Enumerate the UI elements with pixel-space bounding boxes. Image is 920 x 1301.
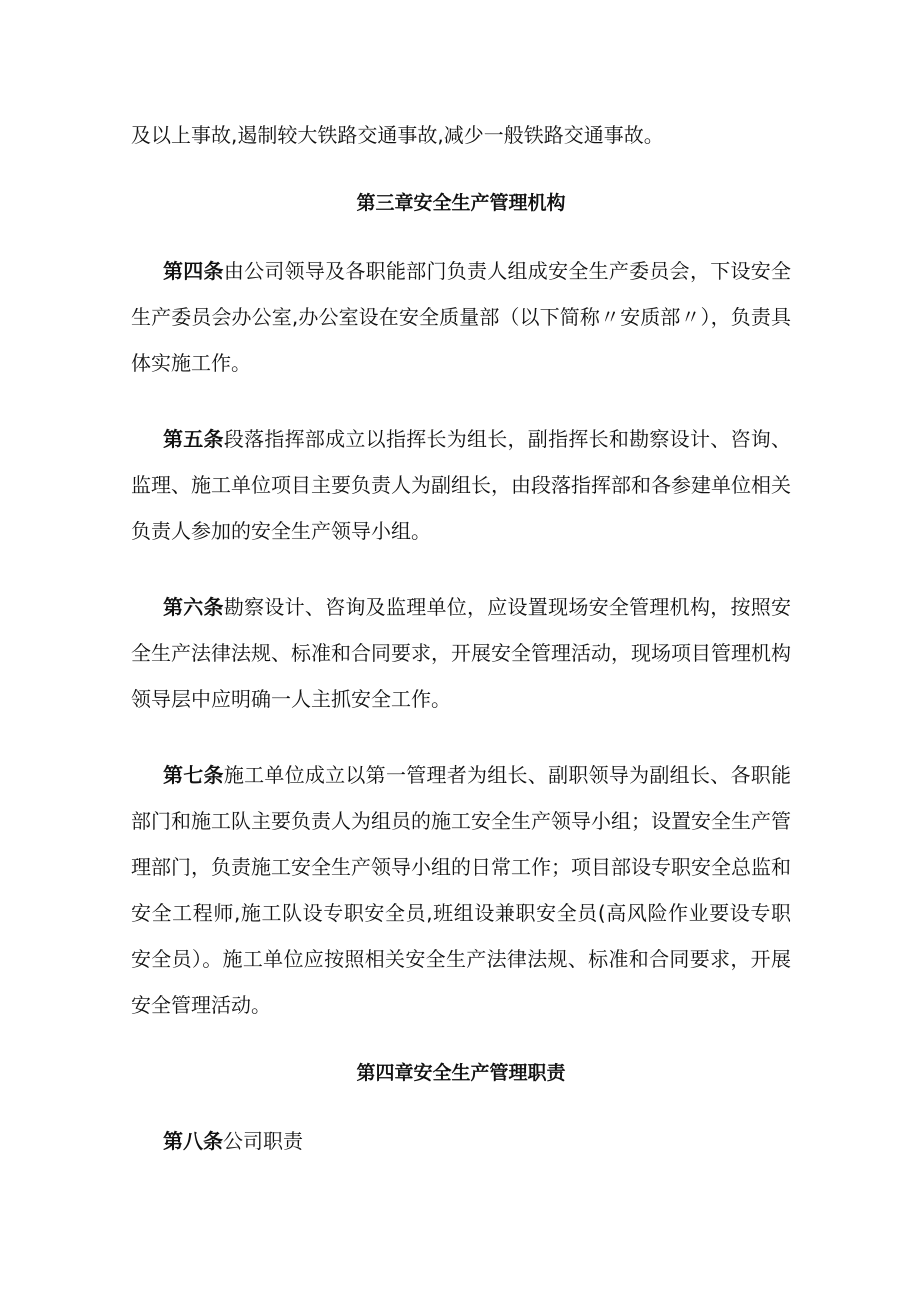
article-5-text: 段落指挥部成立以指挥长为组长，副指挥长和勘察设计、咨询、监理、施工单位项目主要负责人为副组长，由段落指挥部和各参建单位相关负责人参加的安全生产领导小组。 <box>131 427 792 543</box>
spacer <box>131 722 791 752</box>
article-6-text: 勘察设计、咨询及监理单位，应设置现场安全管理机构，按照安全生产法律法规、标准和合同要求，开展安全管理活动，现场项目管理机构领导层中应明确一人主抓安全工作。 <box>131 595 792 711</box>
article-6 <box>131 584 791 722</box>
article-4 <box>131 248 791 386</box>
chapter-4-title: 第四章安全生产管理职责 <box>356 1062 566 1084</box>
article-8 <box>131 1118 791 1164</box>
spacer <box>131 386 791 416</box>
spacer <box>131 1096 791 1118</box>
article-5 <box>131 416 791 554</box>
article-4-label: 第四条 <box>163 259 224 283</box>
spacer <box>131 158 791 180</box>
chapter-3-title: 第三章安全生产管理机构 <box>356 192 566 214</box>
article-7 <box>131 752 791 1028</box>
opening-line: 及以上事故,遏制较大铁路交通事故,减少一般铁路交通事故。 <box>131 123 664 147</box>
article-8-label: 第八条 <box>163 1129 223 1153</box>
spacer <box>131 226 791 248</box>
article-4-text: 由公司领导及各职能部门负责人组成安全生产委员会，下设安全生产委员会办公室,办公室设在安全质量部（以下简称〃安质部〃），负责具体实施工作。 <box>131 259 792 375</box>
article-5-label: 第五条 <box>163 427 224 451</box>
article-7-text: 施工单位成立以第一管理者为组长、副职领导为副组长、各职能部门和施工队主要负责人为组员的施工安全生产领导小组；设置安全生产管理部门，负责施工安全生产领导小组的日常工作；项目部设专职安全总监和安全工程师,施工队设专职安全员,班组设兼职安全员(高风险作业要设专职安全员）。施工单位应按照相关安全生产法律法规、标准和合同要求，开展安全管理活动。 <box>131 763 792 1017</box>
article-7-label: 第七条 <box>163 763 224 787</box>
spacer <box>131 554 791 584</box>
spacer <box>131 1028 791 1050</box>
article-8-text: 公司职责 <box>223 1129 303 1153</box>
article-6-label: 第六条 <box>163 595 224 619</box>
document-body <box>131 112 791 1164</box>
